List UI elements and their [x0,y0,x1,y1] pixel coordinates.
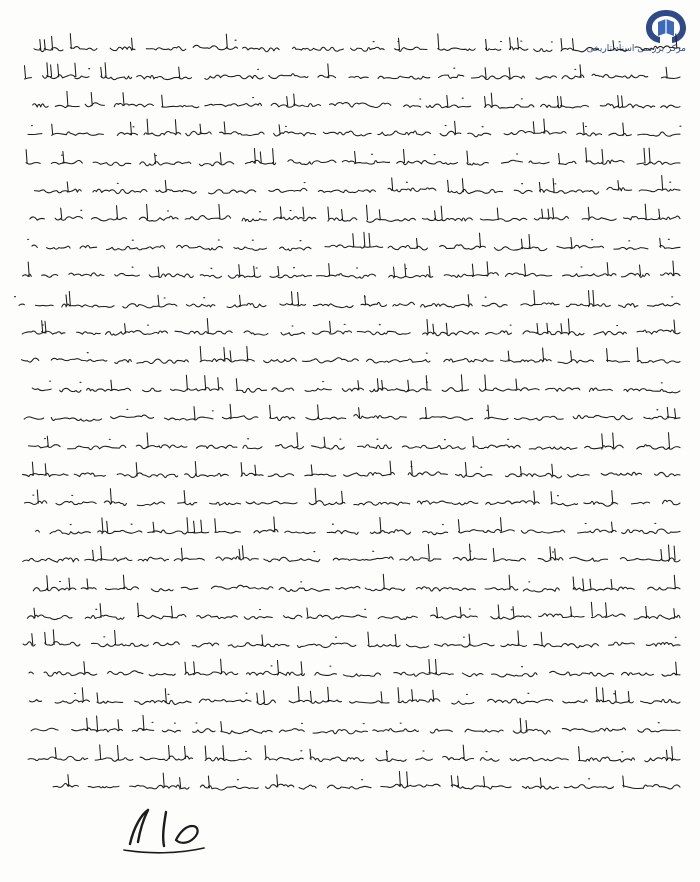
handwritten-line [14,146,688,176]
handwritten-line [14,174,688,204]
ink-stroke [28,119,681,137]
handwritten-line [14,685,688,715]
ink-stroke [28,232,680,250]
handwritten-line [14,543,688,573]
ink-stroke [23,261,680,278]
handwriting-strokes [14,486,688,516]
ink-stroke [53,772,680,791]
handwriting-strokes [14,714,688,744]
handwriting-strokes [14,600,688,630]
handwriting-strokes [14,32,688,62]
ink-stroke [33,91,680,108]
handwritten-line [14,117,688,147]
ink-stroke [23,630,680,648]
handwriting-strokes [14,657,688,687]
handwritten-line [14,486,688,516]
handwritten-line [14,628,688,658]
handwriting-strokes [14,515,688,545]
handwritten-line [14,600,688,630]
handwriting-strokes [14,430,688,460]
ink-stroke [25,489,681,507]
handwritten-line [14,231,688,261]
handwriting-strokes [14,628,688,658]
handwriting-strokes [14,146,688,176]
handwritten-line [14,344,688,374]
handwritten-line [14,657,688,687]
handwriting-strokes [14,259,688,289]
handwriting-strokes [14,770,688,800]
ink-stroke [29,687,680,705]
ink-stroke [15,290,681,308]
handwriting-strokes [14,401,688,431]
ink-stroke [23,461,681,478]
ink-stroke [14,147,680,165]
handwriting-strokes [14,288,688,318]
archive-stamp-text: مرکز بررسی اسناد تاریخی [586,44,686,54]
ink-stroke [23,544,680,562]
handwritten-line [14,430,688,460]
handwriting-strokes [14,373,688,403]
handwritten-line [14,32,688,62]
handwriting-strokes [14,344,688,374]
handwritten-line [14,373,688,403]
handwritten-line [14,401,688,431]
handwriting-strokes [14,89,688,119]
ink-stroke [33,574,680,592]
ink-stroke [34,34,680,52]
handwritten-line [14,89,688,119]
handwritten-text-block [14,32,688,802]
ink-stroke [22,347,681,364]
handwritten-line [14,515,688,545]
handwritten-line [14,259,688,289]
handwriting-strokes [14,458,688,488]
ink-stroke [36,517,680,535]
handwritten-line [14,202,688,232]
ink-stroke [24,404,680,421]
handwriting-strokes [14,685,688,715]
ink-stroke [32,375,680,393]
handwriting-strokes [14,117,688,147]
handwriting-strokes [14,60,688,90]
ink-stroke [28,432,680,449]
handwritten-line [14,458,688,488]
handwriting-strokes [14,231,688,261]
handwriting-strokes [14,742,688,772]
handwritten-page-number [118,800,208,856]
ink-stroke [14,204,680,222]
ink-stroke [34,176,680,195]
ink-stroke [31,715,680,734]
handwritten-line [14,770,688,800]
ink-stroke [27,602,680,619]
page-number [118,800,208,856]
handwriting-strokes [14,572,688,602]
handwriting-strokes [14,316,688,346]
handwriting-strokes [14,174,688,204]
handwritten-line [14,316,688,346]
handwritten-line [14,60,688,90]
handwriting-strokes [14,202,688,232]
handwritten-line [14,742,688,772]
ink-stroke [28,745,680,762]
ink-stroke [22,319,680,336]
handwritten-line [14,714,688,744]
ink-stroke [14,659,680,677]
handwritten-line [14,288,688,318]
handwriting-strokes [14,543,688,573]
ink-stroke [25,63,681,80]
handwritten-line [14,572,688,602]
